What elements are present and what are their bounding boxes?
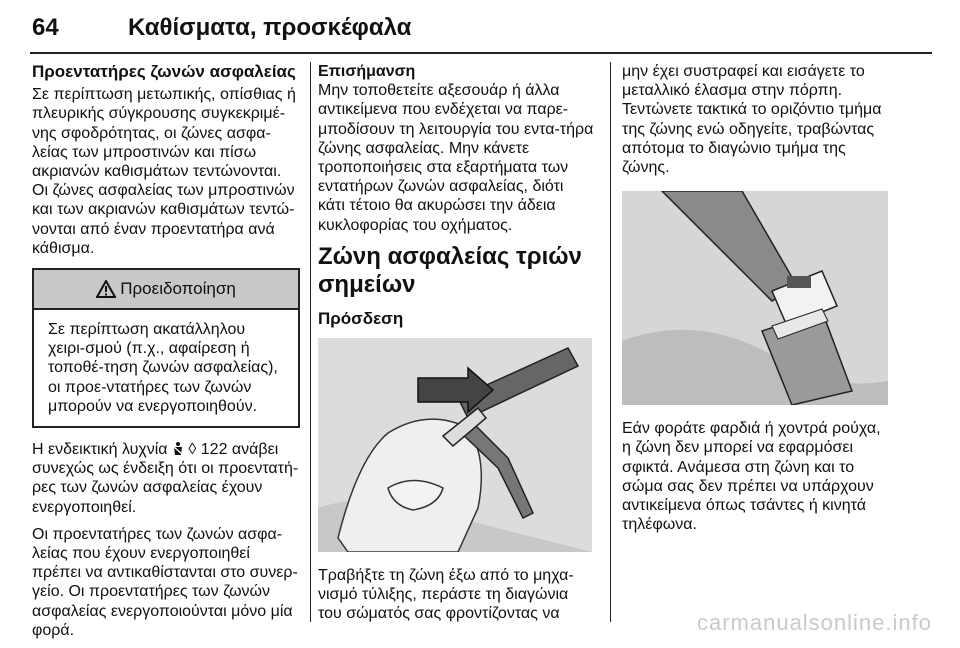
column-right [622, 62, 888, 542]
note-body: Μην τοποθετείτε αξεσουάρ ή άλλα αντικείμενα που ενδέχεται να παρε-μποδίσουν τη λειτουργία του εντα-τήρα ζώνης ασφαλείας. Μην κάνετε τροποποιήσεις στα εξαρτήματα των εντατήρων ζωνών ασφαλείας, διότι κάτι τέτοιο θα ακυρώσει την άδεια κυκλοφορίας του οχήματος. [318, 82, 594, 234]
warning-triangle-icon [96, 280, 116, 298]
page-number: 64 [32, 14, 59, 41]
section-title: Ζώνη ασφαλείας τριών σημείων [318, 242, 582, 298]
pretensioner-paragraph: Σε περίπτωση μετωπικής, οπίσθιας ή πλευρικής σύγκρουσης συγκεκριμέ-νης σφοδρότητας, οι ζώνες ασφα-λείας των μπροστινών και πίσω ακριανών καθισμάτων τεντώνονται. Οι ζώνες ασφαλείας των μπροστινών και των ακριανών καθισμάτων τεντώ-νονται από έναν προεντατήρα ανά κάθισμα. [32, 86, 296, 257]
buckle-illustration [622, 191, 888, 405]
seatbelt-fastening-illustration [318, 338, 592, 552]
buckle-paragraph: μην έχει συστραφεί και εισάγετε το μεταλλικό έλασμα στην πόρπη. Τεντώνετε τακτικά το οριζόντιο τμήμα της ζώνης ενώ οδηγείτε, τραβώντας απότομα το διαγώνιο τμήμα της ζώνης. [622, 63, 882, 177]
subsection-title: Πρόσδεση [318, 308, 404, 328]
warning-title: Προειδοποίηση [120, 279, 236, 299]
seatbelt-warning-icon [172, 442, 184, 456]
watermark: carmanualsonline.info [696, 610, 932, 635]
warning-body: Σε περίπτωση ακατάλληλου χειρι-σμού (π.χ., αφαίρεση ή τοποθέ-τηση ζωνών ασφαλείας), οι προε-ντατήρες των ζωνών μπορούν να ενεργοποιηθούν. [48, 321, 278, 415]
warning-box [32, 268, 300, 428]
column-divider [610, 62, 611, 622]
column-middle [318, 62, 594, 632]
section-heading: Προεντατήρες ζωνών ασφαλείας [32, 62, 296, 81]
column-divider [310, 62, 311, 622]
indicator-text-start: Η ενδεικτική λυχνία [32, 441, 172, 459]
indicator-paragraph [32, 440, 300, 517]
chapter-title: Καθίσματα, προσκέφαλα [128, 14, 412, 41]
indicator-text-end: ανάβει συνεχώς ως ένδειξη ότι οι προεντατή-ρες των ζωνών ασφαλείας έχουν ενεργοποιηθεί. [32, 441, 299, 516]
clothing-paragraph: Εάν φοράτε φαρδιά ή χοντρά ρούχα, η ζώνη δεν μπορεί να εφαρμόσει σφικτά. Ανάμεσα στη ζώνη και το σώμα σας δεν πρέπει να υπάρχουν αντικείμενα όπως τσάντες ή κινητά τηλέφωνα. [622, 420, 881, 534]
replacement-paragraph: Οι προεντατήρες των ζωνών ασφα-λείας που έχουν ενεργοποιηθεί πρέπει να αντικαθίστανται στο συνερ-γείο. Οι προεντατήρες των ζωνών ασφαλείας ενεργοποιούνται μόνο μία φορά. [32, 525, 298, 639]
note-title: Επισήμανση [318, 63, 416, 80]
page-reference[interactable]: ◊ 122 [188, 441, 228, 459]
illustration-caption: Τραβήξτε τη ζώνη έξω από το μηχα-νισμό τύλιξης, περάστε τη διαγώνια του σώματός σας φροντίζοντας να [318, 567, 574, 623]
column-left [32, 62, 300, 648]
page-header [30, 8, 932, 54]
warning-header [34, 270, 298, 310]
